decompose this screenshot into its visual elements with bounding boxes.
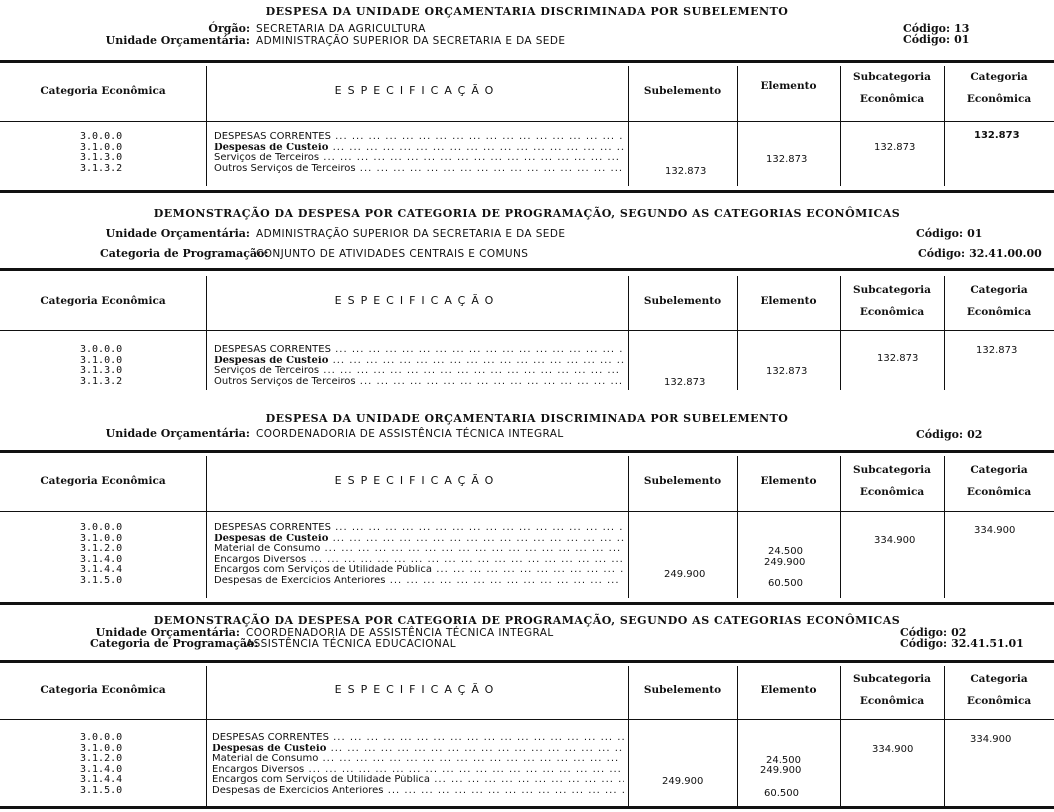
- row-code: 3.1.2.0: [80, 543, 123, 554]
- info-categoria-programacao: [90, 637, 456, 650]
- spec-line: Serviços de Terceiros ... .: [214, 153, 624, 164]
- table-top-rule: [0, 268, 1054, 271]
- header-categoria: Categoria Econômica: [40, 85, 166, 97]
- header-bottom-rule: [0, 121, 1054, 122]
- info-value: ADMINISTRAÇÃO SUPERIOR DA SECRETARIA E DA SEDE: [256, 35, 566, 47]
- row-code: 3.1.0.0: [80, 141, 123, 153]
- header-elemento: Elemento: [760, 295, 817, 307]
- table-top-rule: [0, 60, 1054, 63]
- row-code: 3.1.3.0: [80, 365, 123, 376]
- header-especificacao: ESPECIFICAÇÃO: [334, 294, 500, 307]
- table-top-rule: [0, 450, 1054, 453]
- row-code: 3.0.0.0: [80, 344, 123, 355]
- header-subcategoria: [840, 278, 944, 324]
- header-text: Subcategoria: [853, 673, 931, 685]
- header-text: Econômica: [966, 306, 1032, 318]
- spec-line: Despesas de Custeio ... .: [214, 143, 624, 154]
- code-value: 32.41.51.01: [951, 637, 1024, 650]
- header-text: Econômica: [966, 695, 1032, 707]
- code-label: Código:: [903, 22, 951, 35]
- spec-line: DESPESAS CORRENTES ... .: [212, 733, 624, 744]
- header-text: Econômica: [859, 695, 925, 707]
- code-label: Código:: [918, 247, 966, 260]
- section-title: DESPESA DA UNIDADE ORÇAMENTARIA DISCRIMINADA POR SUBELEMENTO: [265, 5, 789, 18]
- spec-line: DESPESAS CORRENTES ... .: [214, 132, 624, 143]
- header-text: Categoria: [970, 464, 1028, 476]
- header-categoria-economica: [944, 278, 1054, 324]
- row-code: 3.1.0.0: [80, 742, 123, 754]
- elemento-value: 60.500: [768, 578, 803, 589]
- subelemento-value: 249.900: [662, 776, 704, 787]
- header-categoria: Categoria Econômica: [40, 295, 166, 307]
- code-unidade: [916, 227, 982, 240]
- subcategoria-value: 334.900: [872, 744, 914, 755]
- row-code: 3.1.3.2: [80, 162, 123, 174]
- spec-line: Despesas de Exercícios Anteriores ... .: [214, 576, 624, 587]
- section-bottom-rule: [0, 190, 1054, 193]
- code-list: [80, 523, 122, 586]
- categoria-value: 334.900: [970, 734, 1012, 745]
- row-code: 3.1.4.0: [80, 763, 123, 775]
- code-label: Código:: [900, 626, 948, 639]
- header-subelemento: Subelemento: [643, 295, 722, 307]
- header-text: Categoria: [970, 673, 1028, 685]
- header-text: Subcategoria: [853, 464, 931, 476]
- spec-line: DESPESAS CORRENTES ... .: [214, 345, 624, 356]
- spec-line: DESPESAS CORRENTES ... .: [214, 523, 624, 534]
- spec-line: Outros Serviços de Terceiros ... .: [214, 377, 624, 388]
- header-categoria-economica: [944, 667, 1054, 713]
- code-value: 01: [967, 227, 983, 240]
- spec-line: Material de Consumo ... .: [214, 544, 624, 555]
- section-bottom-rule: [0, 806, 1054, 809]
- elemento-value: 132.873: [766, 154, 808, 165]
- spec-list: [214, 132, 624, 174]
- table-top-rule: [0, 660, 1054, 663]
- header-text: Econômica: [859, 486, 925, 498]
- elemento-value: 60.500: [764, 788, 799, 799]
- info-label: Órgão:: [208, 22, 250, 35]
- header-bottom-rule: [0, 719, 1054, 720]
- info-value: CONJUNTO DE ATIVIDADES CENTRAIS E COMUNS: [256, 248, 529, 260]
- info-value: ASSISTÊNCIA TÉCNICA EDUCACIONAL: [246, 638, 457, 650]
- subelemento-value: 132.873: [664, 377, 706, 388]
- header-elemento: Elemento: [760, 80, 817, 92]
- info-unidade: [100, 427, 564, 440]
- code-programacao: [900, 637, 1024, 650]
- info-label: Unidade Orçamentária:: [105, 427, 250, 440]
- info-value: ADMINISTRAÇÃO SUPERIOR DA SECRETARIA E DA SEDE: [256, 228, 566, 240]
- row-code: 3.1.5.0: [80, 784, 123, 796]
- info-label: Categoria de Programação:: [90, 637, 259, 650]
- elemento-value: 249.900: [764, 557, 806, 568]
- spec-line: Material de Consumo ... .: [212, 754, 624, 765]
- elemento-value: 24.500: [766, 755, 801, 766]
- header-categoria: Categoria Econômica: [40, 684, 166, 696]
- code-value: 02: [951, 626, 967, 639]
- code-label: Código:: [916, 428, 964, 441]
- spec-line: Outros Serviços de Terceiros ... .: [214, 164, 624, 175]
- spec-line: Despesas de Exercícios Anteriores ... .: [212, 786, 624, 797]
- info-label: Categoria de Programação:: [100, 247, 269, 260]
- code-value: 32.41.00.00: [969, 247, 1042, 260]
- spec-line: Encargos com Serviços de Utilidade Pública ... .: [212, 775, 624, 786]
- row-code: 3.1.0.0: [80, 354, 123, 366]
- code-label: Código:: [916, 227, 964, 240]
- header-subelemento: Subelemento: [643, 475, 722, 487]
- info-value: COORDENADORIA DE ASSISTÊNCIA TÉCNICA INTEGRAL: [256, 428, 564, 440]
- info-label: Unidade Orçamentária:: [105, 227, 250, 240]
- spec-line: Despesas de Custeio ... .: [214, 356, 624, 367]
- code-label: Código:: [900, 637, 948, 650]
- subelemento-value: 132.873: [665, 166, 707, 177]
- header-bottom-rule: [0, 330, 1054, 331]
- elemento-value: 132.873: [766, 366, 808, 377]
- code-programacao: [918, 247, 1042, 260]
- header-subcategoria: [840, 458, 944, 504]
- row-code: 3.1.0.0: [80, 532, 123, 544]
- header-text: Econômica: [859, 306, 925, 318]
- header-text: Econômica: [966, 93, 1032, 105]
- section-title: DEMONSTRAÇÃO DA DESPESA POR CATEGORIA DE PROGRAMAÇÃO, SEGUNDO AS CATEGORIAS ECONÔMICAS: [153, 207, 901, 220]
- header-categoria-economica: [944, 458, 1054, 504]
- header-categoria: Categoria Econômica: [40, 475, 166, 487]
- info-unidade: [100, 34, 565, 47]
- code-unidade: [916, 428, 982, 441]
- info-unidade: [100, 227, 565, 240]
- section-bottom-rule: [0, 602, 1054, 605]
- header-bottom-rule: [0, 511, 1054, 512]
- header-especificacao: ESPECIFICAÇÃO: [334, 683, 500, 696]
- elemento-value: 249.900: [760, 765, 802, 776]
- spec-line: Encargos Diversos ... .: [214, 555, 624, 566]
- header-subcategoria: [840, 64, 944, 112]
- header-elemento: Elemento: [760, 684, 817, 696]
- spec-line: Encargos com Serviços de Utilidade Pública ... .: [214, 565, 624, 576]
- row-code: 3.1.4.4: [80, 564, 123, 575]
- spec-line: Despesas de Custeio ... .: [214, 534, 624, 545]
- header-especificacao: ESPECIFICAÇÃO: [334, 84, 500, 97]
- code-value: 01: [954, 33, 970, 46]
- row-code: 3.1.3.2: [80, 375, 123, 387]
- code-value: 13: [954, 22, 970, 35]
- row-code: 3.1.3.0: [80, 152, 123, 163]
- code-list: [80, 345, 122, 387]
- row-code: 3.1.2.0: [80, 753, 123, 764]
- header-text: Econômica: [859, 93, 925, 105]
- section-title: DESPESA DA UNIDADE ORÇAMENTARIA DISCRIMINADA POR SUBELEMENTO: [265, 412, 789, 425]
- header-categoria-economica: [944, 64, 1054, 112]
- section-title: DEMONSTRAÇÃO DA DESPESA POR CATEGORIA DE PROGRAMAÇÃO, SEGUNDO AS CATEGORIAS ECONÔMICAS: [153, 614, 901, 627]
- header-text: Categoria: [970, 71, 1028, 83]
- row-code: 3.0.0.0: [80, 732, 123, 743]
- row-code: 3.0.0.0: [80, 522, 123, 533]
- subcategoria-value: 334.900: [874, 535, 916, 546]
- info-label: Unidade Orçamentária:: [95, 626, 240, 639]
- subcategoria-value: 132.873: [877, 353, 919, 364]
- header-elemento: Elemento: [760, 475, 817, 487]
- categoria-value: 132.873: [974, 130, 1020, 141]
- subelemento-value: 249.900: [664, 569, 706, 580]
- categoria-value: 132.873: [976, 345, 1018, 356]
- spec-list: [212, 733, 624, 796]
- code-value: 02: [967, 428, 983, 441]
- row-code: 3.1.4.4: [80, 774, 123, 785]
- spec-list: [214, 345, 624, 387]
- categoria-value: 334.900: [974, 525, 1016, 536]
- code-unidade: [903, 33, 969, 46]
- row-code: 3.1.5.0: [80, 574, 123, 586]
- info-value: COORDENADORIA DE ASSISTÊNCIA TÉCNICA INTEGRAL: [246, 627, 554, 639]
- header-text: Categoria: [970, 284, 1028, 296]
- code-list: [80, 733, 122, 796]
- subcategoria-value: 132.873: [874, 142, 916, 153]
- spec-line: Encargos Diversos ... .: [212, 765, 624, 776]
- header-especificacao: ESPECIFICAÇÃO: [334, 474, 500, 487]
- header-subelemento: Subelemento: [643, 85, 722, 97]
- code-list: [80, 132, 122, 174]
- row-code: 3.1.4.0: [80, 553, 123, 565]
- row-code: 3.0.0.0: [80, 131, 123, 142]
- spec-line: Despesas de Custeio ... .: [212, 744, 624, 755]
- header-text: Econômica: [966, 486, 1032, 498]
- info-label: Unidade Orçamentária:: [105, 34, 250, 47]
- header-subcategoria: [840, 667, 944, 713]
- spec-list: [214, 523, 624, 586]
- code-label: Código:: [903, 33, 951, 46]
- header-text: Subcategoria: [853, 71, 931, 83]
- spec-line: Serviços de Terceiros ... .: [214, 366, 624, 377]
- header-subelemento: Subelemento: [643, 684, 722, 696]
- info-categoria-programacao: [100, 247, 528, 260]
- elemento-value: 24.500: [768, 546, 803, 557]
- info-value: SECRETARIA DA AGRICULTURA: [256, 23, 426, 35]
- header-text: Subcategoria: [853, 284, 931, 296]
